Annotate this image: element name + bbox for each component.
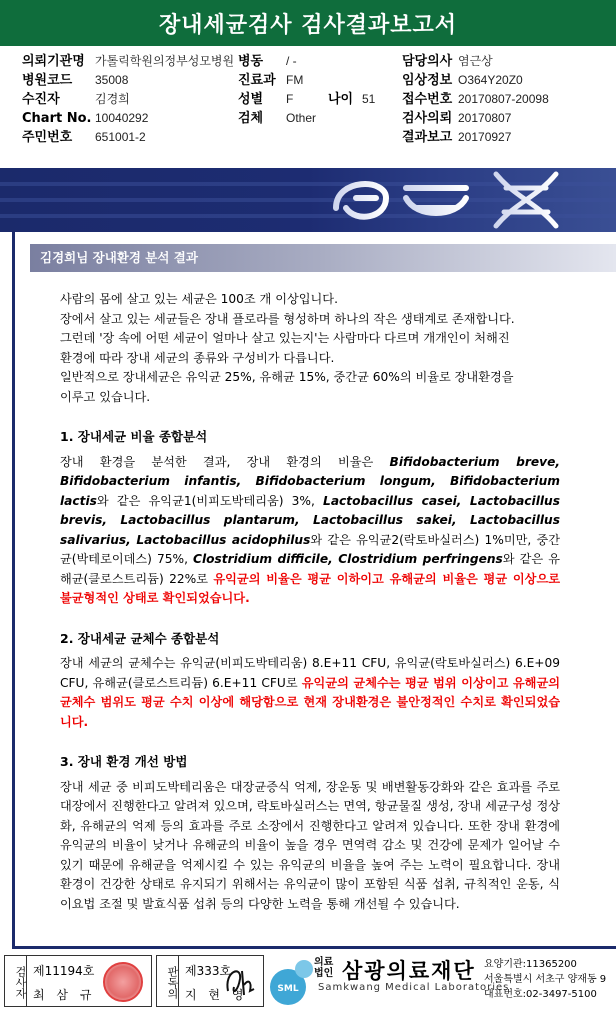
s1-text: 와 같은 유익균2(락토바실러스) 1%미만, 중간균(박테로이데스) 75%,	[60, 532, 560, 566]
resident-value: 651001-2	[95, 130, 146, 144]
report-content	[60, 290, 560, 914]
chart-label: Chart No.	[22, 111, 92, 126]
age-label: 나이	[328, 92, 354, 107]
hospital-code-label: 병원코드	[22, 73, 73, 88]
intro-line: 그런데 '장 속에 어떤 세균이 얼마나 살고 있는지'는 사람마다 다르며 개개인이 처해진	[60, 331, 510, 345]
request-label: 검사의뢰	[402, 111, 453, 126]
chart-value: 10040292	[95, 111, 149, 125]
info-row-5	[0, 128, 616, 147]
s2-conclusion: 유익균의 균체수는 평균 범위 이상이고 유해균의 균체수 범위도 평균 수치 이상에 해당함으로 현재 장내환경은 불안정적인 수치로 확인되었습니다.	[60, 675, 560, 729]
clinical-value: O364Y20Z0	[458, 73, 523, 87]
inspector-no: 제11194호	[33, 964, 95, 978]
section-1-body	[60, 453, 560, 609]
dept-label: 진료과	[238, 73, 276, 88]
specimen-value: Other	[286, 111, 317, 125]
age-value: 51	[362, 92, 376, 106]
hospital-code-value: 35008	[95, 73, 129, 87]
reviewer-name: 지 현 영	[185, 988, 248, 1002]
doctor-value: 염근상	[458, 54, 493, 68]
contact-phone: 대표번호:02-3497-5100	[484, 989, 597, 1000]
sex-value: F	[286, 92, 294, 106]
institution-value: 가톨릭학원의정부성모병원	[95, 54, 235, 68]
s1-text: 장내 환경을 분석한 결과, 장내 환경의 비율은	[60, 454, 390, 469]
intro	[60, 290, 560, 407]
institution-label: 의뢰기관명	[22, 54, 85, 69]
dept-value: FM	[286, 73, 304, 87]
gut-dna-icon	[316, 168, 576, 232]
patient-label: 수진자	[22, 92, 60, 107]
info-row-2	[0, 71, 616, 90]
org-prefix: 의료법인	[314, 957, 334, 979]
s1-species-3: Clostridium difficile, Clostridium perfringens	[193, 552, 503, 566]
intro-line: 환경에 따라 장내 세균의 종류와 구성비가 다릅니다.	[60, 350, 335, 365]
s2-text: 장내 세균의 균체수는 유익균(비피도박테리움) 8.E+11 CFU, 유익균(락토바실러스) 6.E+09 CFU, 유해균(클로스트리듐) 6.E+11 CFU로	[60, 656, 560, 690]
section-3-body: 장내 세균 중 비피도박테리움은 대장균증식 억제, 장운동 및 배변활동강화와 같은 효과를 주로 대장에서 진행한다고 알려져 있으며, 락토바실러스는 면역, 항균물질 생성, 장내 세균구성 정상화, 유해균의 억제 등의 효과를 주로 소장에서 진행한다고 알려져 있습니다. 또한 장내 환경에 유익균의 비율이 낮거나 유해균의 비율이 높을 경우 면역력 감소 및 건강에 문제가 일어날 수 있기 때문에 유해균을 억제시킬 수 있는 유익균의 비율을 높여 주는 노력이 필요합니다. 장내 환경이 건강한 상태로 유지되기 위해서는 유익균이 많이 포함된 식품 섭취, 규칙적인 운동, 식이요법 조절 및 발효식품 섭취 등의 다양한 노력을 통해 개선될 수 있습니다.	[60, 779, 560, 911]
reviewer-no: 제333호	[185, 964, 232, 978]
doctor-label: 담당의사	[402, 54, 453, 69]
inspector-box	[4, 955, 152, 1007]
request-value: 20170807	[458, 111, 512, 125]
org-en: Samkwang Medical Laboratories	[318, 982, 510, 993]
report-label: 결과보고	[402, 130, 453, 145]
inspector-name: 최 삼 규	[33, 988, 96, 1002]
specimen-label: 검체	[238, 111, 264, 126]
ward-value: / -	[286, 54, 297, 68]
clinical-label: 임상정보	[402, 73, 453, 88]
receipt-value: 20170807-20098	[458, 92, 549, 106]
section-1-heading: 1. 장내세균 비율 종합분석	[60, 429, 208, 444]
intro-line: 일반적으로 장내세균은 유익균 25%, 유해균 15%, 중간균 60%의 비율로 장내환경을	[60, 370, 514, 384]
contact-address: 서울특별시 서초구 양재동 9	[484, 974, 607, 985]
reviewer-label: 판독의	[157, 956, 179, 1006]
intro-line: 사람의 몸에 살고 있는 세균은 100조 개 이상입니다.	[60, 292, 338, 306]
s1-species-1: Bifidobacterium breve, Bifidobacterium infantis, Bifidobacterium longum, Bifidobacterium lactis	[60, 454, 560, 508]
patient-info	[0, 52, 616, 152]
footer	[0, 955, 616, 1017]
seal-icon	[103, 962, 143, 1002]
signature-icon	[224, 961, 258, 1001]
intro-line: 장에서 살고 있는 세균들은 장내 플로라를 형성하며 하나의 작은 생태계로 존재합니다.	[60, 311, 515, 326]
patient-value: 김경희	[95, 92, 130, 106]
s1-conclusion: 유익균의 비율은 평균 이하이고 유해균의 비율은 평균 이상으로 불균형적인 상태로 확인되었습니다.	[60, 571, 560, 605]
section-2-heading: 2. 장내세균 균체수 종합분석	[60, 630, 220, 646]
sex-label: 성별	[238, 92, 264, 107]
sml-logo-icon	[268, 955, 318, 1009]
report-value: 20170927	[458, 130, 512, 144]
ward-label: 병동	[238, 54, 264, 69]
section-3-heading: 3. 장내 환경 개선 방법	[60, 754, 188, 769]
receipt-label: 접수번호	[402, 92, 453, 107]
section-2-body	[60, 654, 560, 732]
org-contact	[484, 957, 616, 1002]
inspector-label: 검사자	[5, 956, 27, 1006]
s1-species-2: Lactobacillus casei, Lactobacillus brevis, Lactobacillus plantarum, Lactobacillus sakei, Lactobacillus salivarius, Lactobacillus acidophilus	[60, 493, 560, 547]
report-title: 장내세균검사 검사결과보고서	[0, 0, 616, 46]
resident-label: 주민번호	[22, 130, 73, 145]
contact-code: 요양기관:11365200	[484, 959, 577, 970]
org-name: 삼광의료재단	[342, 959, 476, 983]
s1-text: 와 같은 유익균1(비피도박테리움) 3%,	[96, 493, 324, 508]
info-row-1	[0, 52, 616, 71]
banner	[0, 168, 616, 232]
report-frame-bottom	[12, 946, 616, 949]
info-row-3	[0, 90, 616, 109]
intro-line: 이루고 있습니다.	[60, 389, 151, 404]
s1-text: 와 같은 유해균(클로스트리듐) 22%로	[60, 552, 560, 586]
info-row-4	[0, 109, 616, 128]
section-head: 김경희님 장내환경 분석 결과	[30, 244, 616, 272]
logo-text: SML	[277, 984, 299, 994]
